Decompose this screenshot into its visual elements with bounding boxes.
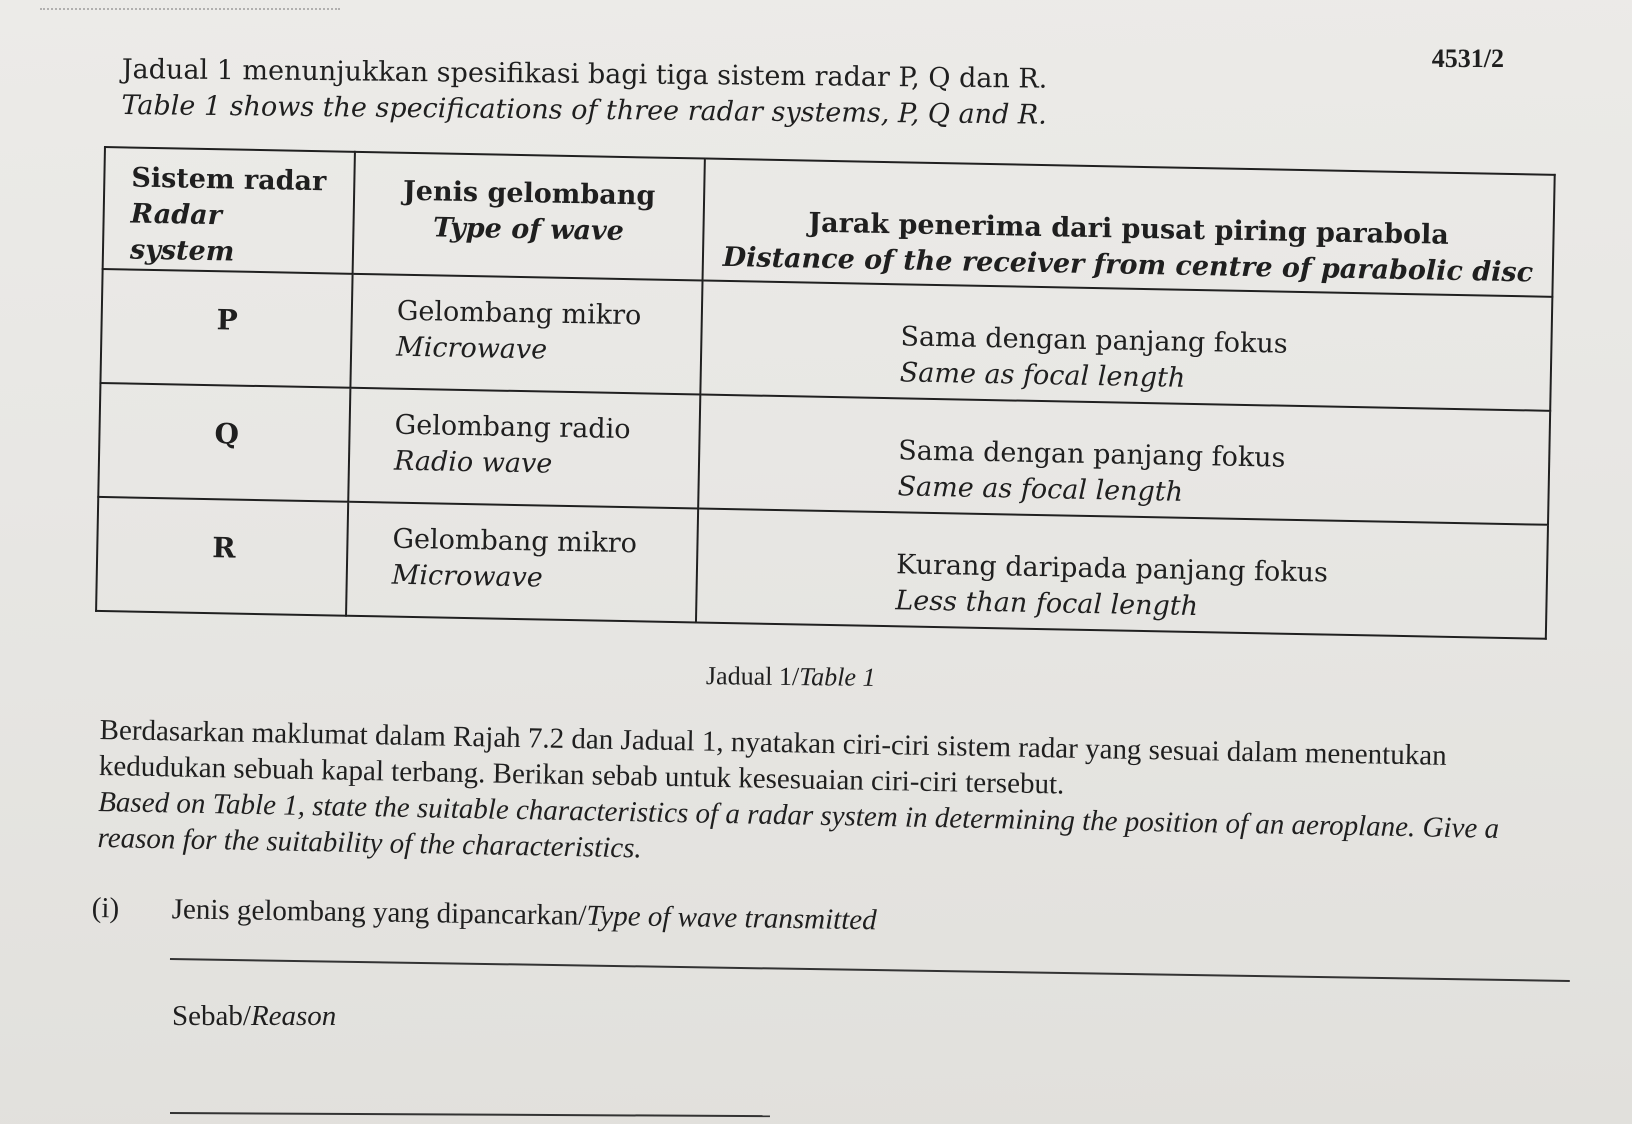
intro-malay: Jadual 1 menunjukkan spesifikasi bagi tiga sistem radar P, Q dan R. — [121, 53, 1048, 95]
header-receiver-distance — [703, 159, 1555, 297]
caption-malay: Jadual 1/ — [705, 661, 800, 692]
answer-line-wave[interactable] — [170, 958, 1570, 982]
radar-spec-table-wrapper — [95, 146, 1554, 640]
cell-wave-type — [346, 502, 698, 623]
wave-type-english: Microwave — [395, 331, 548, 366]
header-wave-type-malay: Jenis gelombang — [402, 175, 656, 212]
wave-type-malay: Gelombang mikro — [396, 295, 642, 332]
sub-question-i — [91, 892, 876, 937]
distance-malay: Sama dengan panjang fokus — [897, 435, 1286, 474]
distance-malay: Sama dengan panjang fokus — [900, 321, 1288, 360]
distance-malay: Kurang daripada panjang fokus — [895, 549, 1329, 589]
header-radar-system-english: Radar system — [129, 198, 235, 268]
distance-english: Less than focal length — [895, 585, 1199, 623]
reason-malay: Sebab/ — [172, 1000, 251, 1032]
distance-english: Same as focal length — [899, 357, 1186, 394]
cell-radar-system: Q — [98, 383, 350, 502]
table-caption — [706, 661, 876, 693]
wave-type-malay: Gelombang radio — [394, 409, 631, 446]
cell-radar-system: R — [96, 497, 348, 616]
answer-line-reason[interactable] — [170, 1112, 770, 1117]
reason-label — [172, 1000, 336, 1033]
header-wave-type-english: Type of wave — [432, 212, 625, 247]
wave-type-english: Radio wave — [393, 445, 553, 480]
intro-english: Table 1 shows the specifications of three radar systems, P, Q and R. — [121, 89, 1047, 131]
sub-question-number: (i) — [91, 892, 120, 925]
cell-receiver-distance — [700, 281, 1552, 411]
top-edge-text-fragment — [40, 0, 340, 10]
question-malay: Berdasarkan maklumat dalam Rajah 7.2 dan Jadual 1, nyatakan ciri-ciri sistem radar yang sesuai dalam menentukan kedudukan sebuah kapal terbang. Berikan sebab untuk kesesuaian ciri-ciri tersebut. — [98, 713, 1447, 801]
sub-question-malay: Jenis gelombang yang dipancarkan/ — [171, 893, 587, 932]
header-radar-system-malay: Sistem radar — [131, 162, 327, 198]
cell-wave-type — [348, 388, 700, 509]
caption-english: Table 1 — [799, 662, 876, 692]
header-receiver-distance-english: Distance of the receiver from centre of parabolic disc — [722, 241, 1534, 289]
cell-receiver-distance — [698, 394, 1550, 524]
header-wave-type — [353, 152, 705, 281]
cell-wave-type — [350, 274, 702, 395]
question-english: Based on Table 1, state the suitable characteristics of a radar system in determining the position of an aeroplane. Give a reason for the suitability of the characteristics. — [97, 785, 1500, 865]
header-receiver-distance-malay: Jarak penerima dari pusat piring parabola — [808, 207, 1450, 251]
wave-type-english: Microwave — [391, 559, 544, 594]
sub-question-english: Type of wave transmitted — [586, 899, 877, 937]
reason-english: Reason — [250, 1000, 337, 1032]
radar-spec-table — [95, 146, 1556, 640]
cell-radar-system: P — [100, 269, 352, 388]
cell-receiver-distance — [696, 508, 1548, 638]
table-intro — [121, 52, 1222, 136]
wave-type-malay: Gelombang mikro — [392, 523, 638, 560]
distance-english: Same as focal length — [897, 471, 1184, 508]
header-radar-system — [103, 147, 355, 274]
paper-code: 4531/2 — [1431, 44, 1504, 73]
question-stem — [97, 712, 1569, 884]
